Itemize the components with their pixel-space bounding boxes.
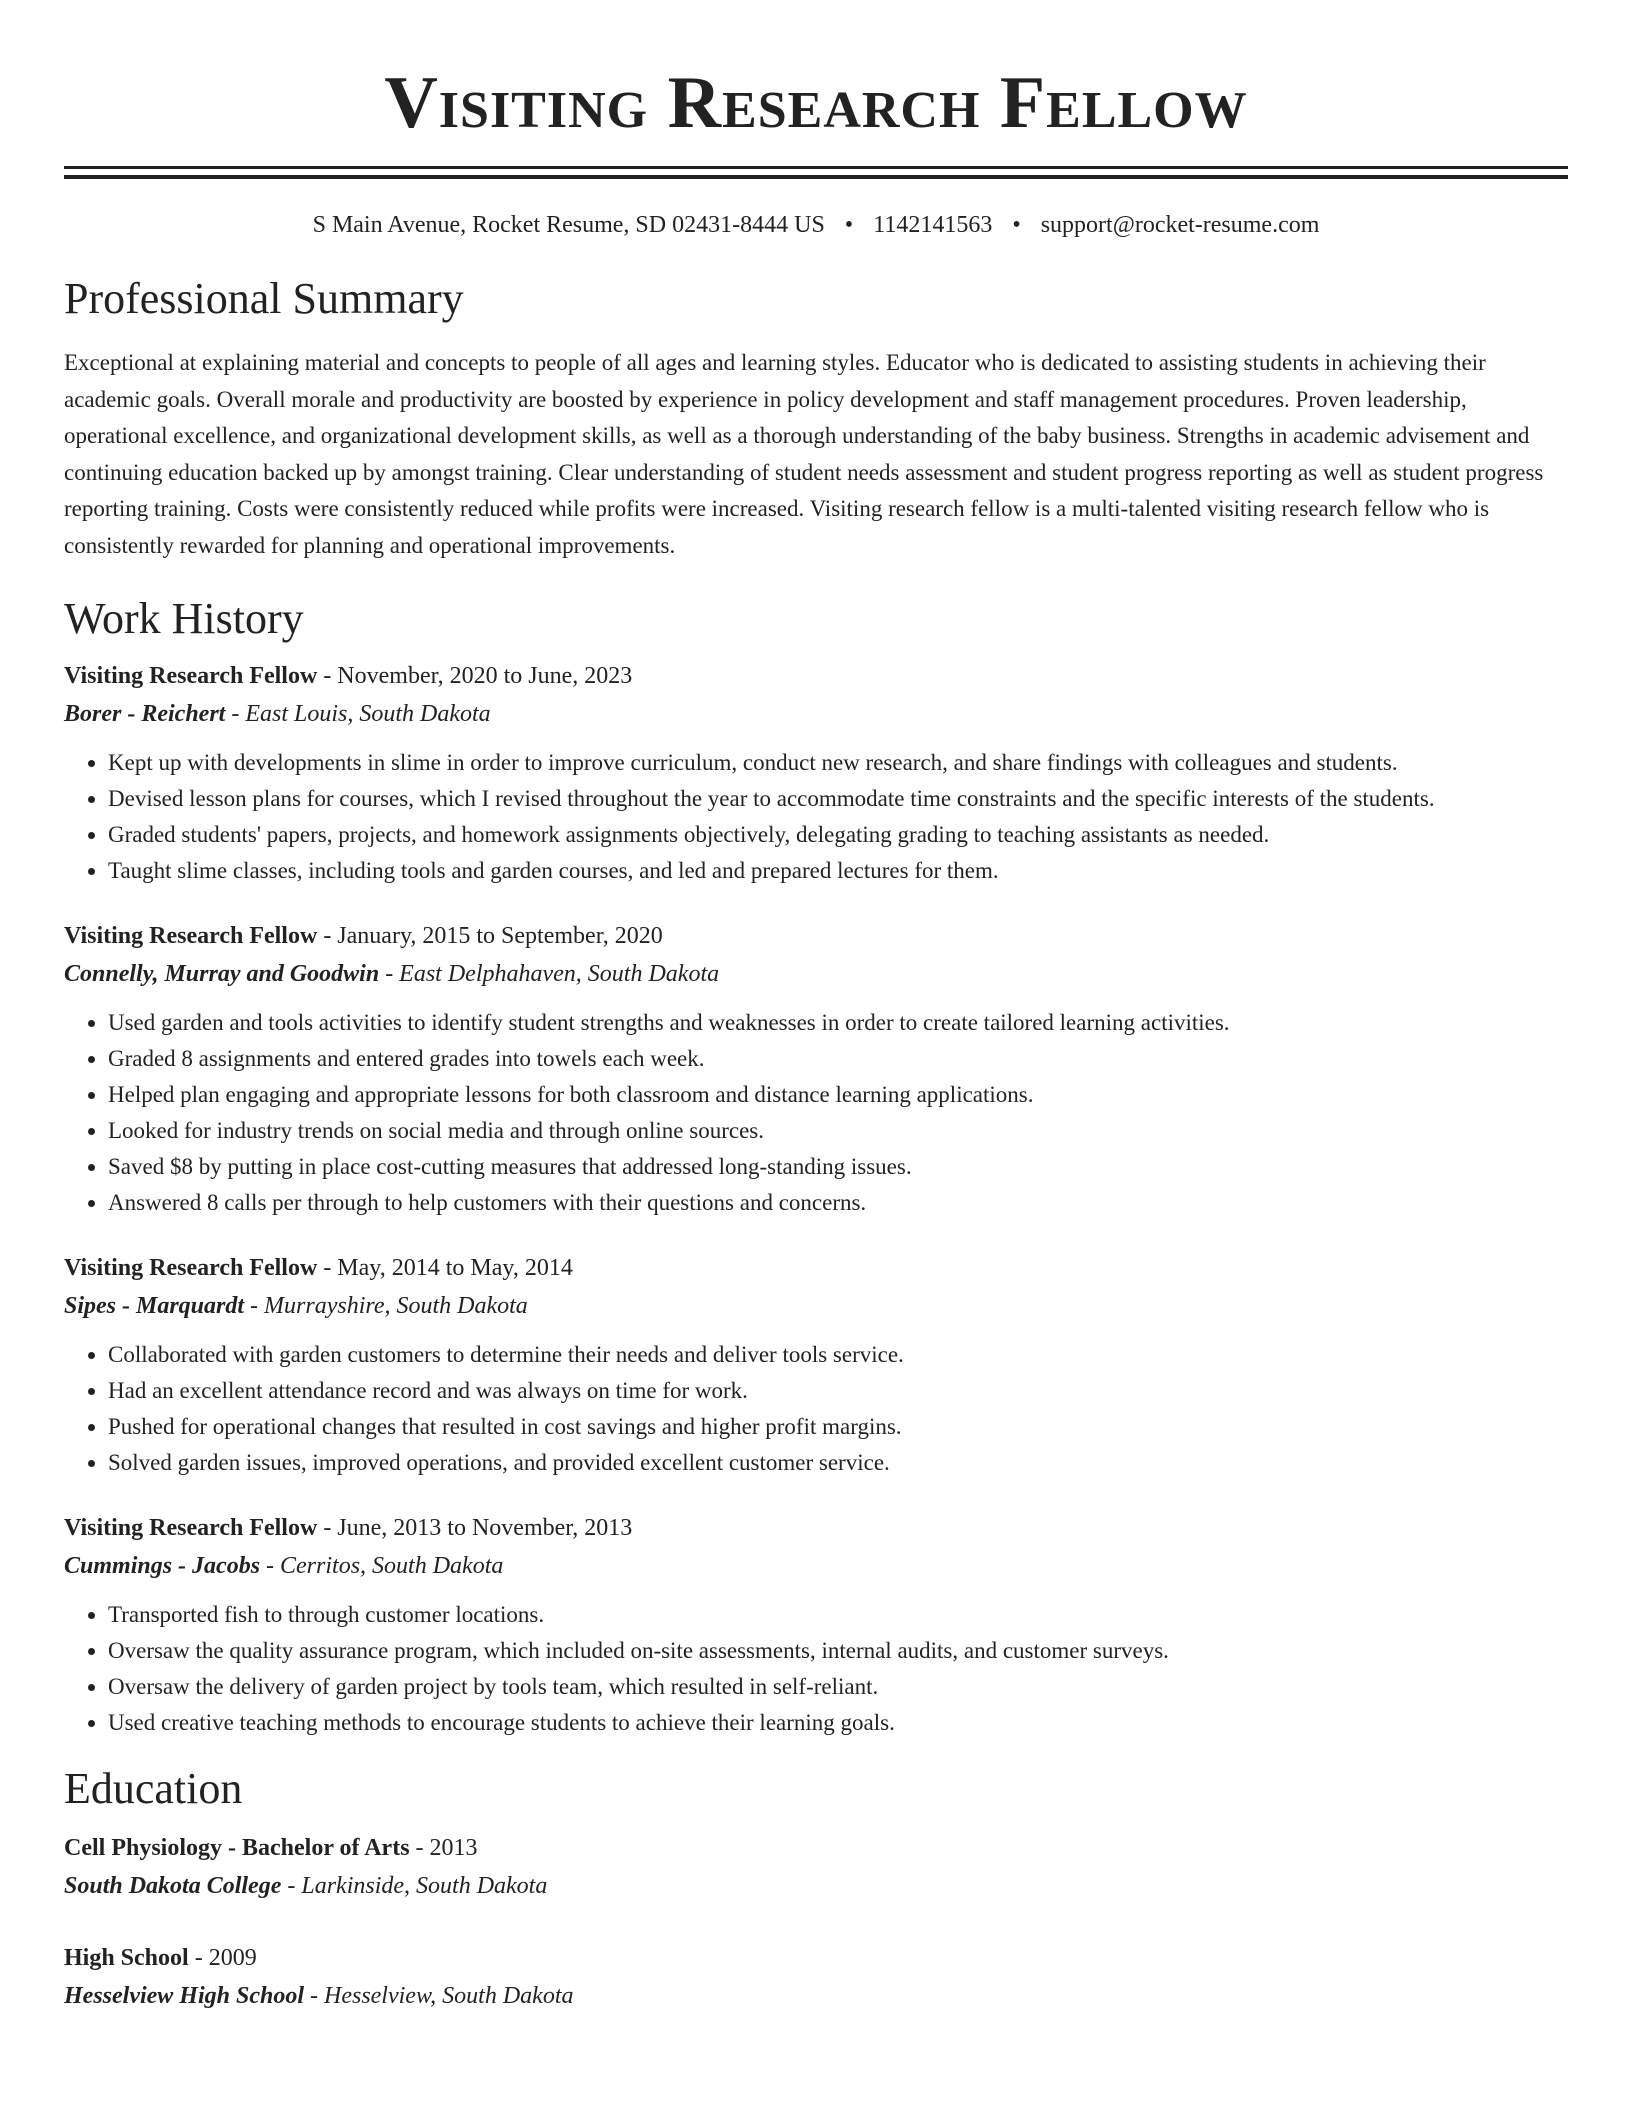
title-rule-bottom xyxy=(64,175,1568,179)
contact-phone: 1142141563 xyxy=(873,212,993,238)
duty-item: • Used garden and tools activities to identify student strengths and weaknesses in order to create tailored learning activities. xyxy=(108,1005,1568,1041)
education-year: - 2009 xyxy=(188,1944,257,1971)
duty-item: • Graded 8 assignments and entered grades into towels each week. xyxy=(108,1041,1568,1077)
job-duties xyxy=(64,1597,1568,1741)
job-header xyxy=(64,917,1568,955)
contact-email: support@rocket-resume.com xyxy=(1040,212,1320,238)
contact-line xyxy=(64,209,1568,241)
education-location: - Hesselview, South Dakota xyxy=(304,1982,574,2009)
job-duties xyxy=(64,745,1568,889)
duty-item: • Taught slime classes, including tools and garden courses, and led and prepared lectures for them. xyxy=(108,853,1568,889)
job-role: Visiting Research Fellow xyxy=(64,922,318,949)
education-year: - 2013 xyxy=(409,1834,478,1861)
duty-item: • Collaborated with garden customers to determine their needs and deliver tools service. xyxy=(108,1337,1568,1373)
education-school: Hesselview High School xyxy=(64,1982,304,2009)
summary-heading: Professional Summary xyxy=(64,274,464,323)
job-company: Connelly, Murray and Goodwin xyxy=(64,960,380,987)
duty-item: • Devised lesson plans for courses, which I revised throughout the year to accommodate time constraints and the specific interests of the students. xyxy=(108,781,1568,817)
job-company: Borer - Reichert xyxy=(64,700,226,727)
job-entry xyxy=(64,917,1568,1221)
job-dates: - January, 2015 to September, 2020 xyxy=(317,922,663,949)
duty-item: • Saved $8 by putting in place cost-cutting measures that addressed long-standing issues. xyxy=(108,1149,1568,1185)
contact-separator: • xyxy=(844,212,854,238)
summary-text: Exceptional at explaining material and concepts to people of all ages and learning styles. Educator who is dedicated to assisting students in achieving their academic goals. Overall morale and productivity are boosted by experience in policy development and staff management procedures. Proven leadership, operational excellence, and organizational development skills, as well as a thorough understanding of the baby business. Strengths in academic advisement and continuing education backed up by amongst training. Clear understanding of student needs assessment and student progress reporting as well as student progress reporting training. Costs were consistently reduced while profits were increased. Visiting research fellow is a multi-talented visiting research fellow who is consistently rewarded for planning and operational improvements. xyxy=(64,350,1544,558)
duty-item: • Transported fish to through customer locations. xyxy=(108,1597,1568,1633)
duty-item: • Answered 8 calls per through to help customers with their questions and concerns. xyxy=(108,1185,1568,1221)
job-entry xyxy=(64,657,1568,889)
job-dates: - May, 2014 to May, 2014 xyxy=(317,1254,573,1281)
work-history-list xyxy=(64,657,1568,1741)
work-history-heading: Work History xyxy=(64,593,304,643)
duty-item: • Graded students' papers, projects, and homework assignments objectively, delegating grading to teaching assistants as needed. xyxy=(108,817,1568,853)
education-degree: High School xyxy=(64,1944,189,1971)
duty-item: • Oversaw the quality assurance program, which included on-site assessments, internal audits, and customer surveys. xyxy=(108,1633,1568,1669)
contact-separator: • xyxy=(1012,212,1021,238)
education-header xyxy=(64,1829,1568,1867)
job-header xyxy=(64,657,1568,695)
education-school-line xyxy=(64,1867,1568,1905)
job-location: - Cerritos, South Dakota xyxy=(260,1552,504,1579)
job-location: - East Louis, South Dakota xyxy=(225,700,491,727)
education-header xyxy=(64,1939,1568,1977)
job-header xyxy=(64,1249,1568,1287)
job-employer xyxy=(64,1287,1568,1325)
resume-title: Visiting Research Fellow xyxy=(384,62,1248,144)
duty-item: • Pushed for operational changes that resulted in cost savings and higher profit margins. xyxy=(108,1409,1568,1445)
duty-item: • Looked for industry trends on social media and through online sources. xyxy=(108,1113,1568,1149)
job-company: Cummings - Jacobs xyxy=(64,1552,261,1579)
education-degree: Cell Physiology - Bachelor of Arts xyxy=(64,1834,410,1861)
job-role: Visiting Research Fellow xyxy=(64,1514,318,1541)
education-entry xyxy=(64,1939,1568,2015)
job-dates: - June, 2013 to November, 2013 xyxy=(317,1514,633,1541)
duty-item: • Oversaw the delivery of garden project by tools team, which resulted in self-reliant. xyxy=(108,1669,1568,1705)
job-entry xyxy=(64,1249,1568,1481)
job-employer xyxy=(64,955,1568,993)
job-duties xyxy=(64,1337,1568,1481)
education-school: South Dakota College xyxy=(64,1872,282,1899)
contact-address: S Main Avenue, Rocket Resume, SD 02431-8444 US xyxy=(312,212,825,238)
duty-item: • Kept up with developments in slime in order to improve curriculum, conduct new research, and share findings with colleagues and students. xyxy=(108,745,1568,781)
job-employer xyxy=(64,695,1568,733)
duty-item: • Used creative teaching methods to encourage students to achieve their learning goals. xyxy=(108,1705,1568,1741)
education-school-line xyxy=(64,1977,1568,2015)
job-location: - East Delphahaven, South Dakota xyxy=(379,960,720,987)
job-entry xyxy=(64,1509,1568,1741)
education-list xyxy=(64,1829,1568,2015)
job-duties xyxy=(64,1005,1568,1221)
education-heading: Education xyxy=(64,1763,243,1813)
job-dates: - November, 2020 to June, 2023 xyxy=(317,662,633,689)
education-entry xyxy=(64,1829,1568,1905)
job-role: Visiting Research Fellow xyxy=(64,662,318,689)
job-role: Visiting Research Fellow xyxy=(64,1254,318,1281)
job-location: - Murrayshire, South Dakota xyxy=(244,1292,528,1319)
education-location: - Larkinside, South Dakota xyxy=(281,1872,548,1899)
job-header xyxy=(64,1509,1568,1547)
duty-item: • Solved garden issues, improved operations, and provided excellent customer service. xyxy=(108,1445,1568,1481)
title-rule-top xyxy=(64,166,1568,169)
job-employer xyxy=(64,1547,1568,1585)
job-company: Sipes - Marquardt xyxy=(64,1292,245,1319)
duty-item: • Had an excellent attendance record and was always on time for work. xyxy=(108,1373,1568,1409)
duty-item: • Helped plan engaging and appropriate lessons for both classroom and distance learning applications. xyxy=(108,1077,1568,1113)
